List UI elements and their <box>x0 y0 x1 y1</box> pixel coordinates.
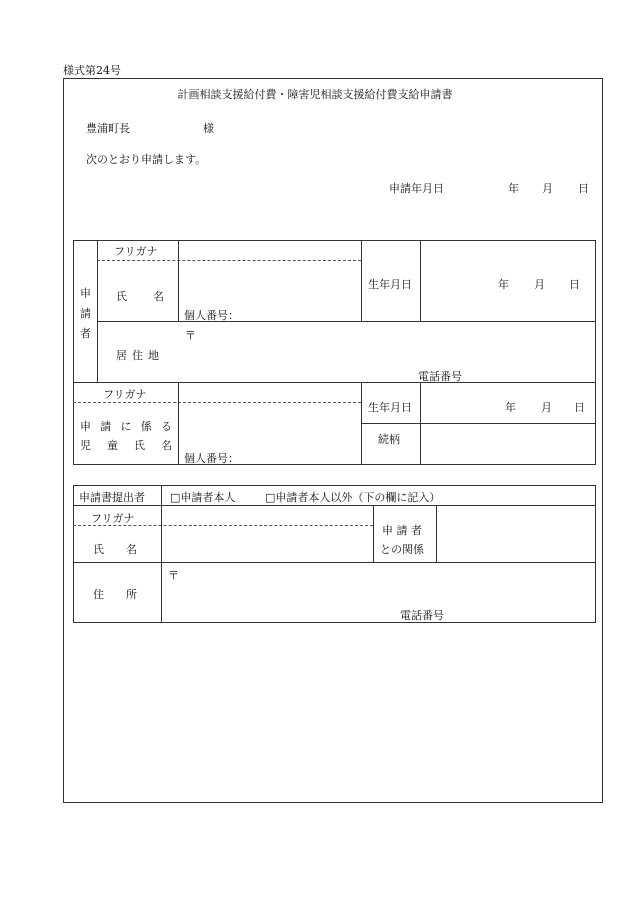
submitter-name-label: 氏 名 <box>93 543 137 556</box>
child-personal-number-label: 個人番号： <box>184 452 239 465</box>
submitter-relation-label-line2: との関係 <box>380 543 424 556</box>
child-relationship-field[interactable] <box>421 424 595 464</box>
submitter-address-label: 住 所 <box>93 588 137 601</box>
submitter-relation-field[interactable] <box>437 506 595 561</box>
applicant-birth-year[interactable]: 年 <box>498 278 509 291</box>
table-line <box>373 505 374 562</box>
child-name-label-line1: 申 請 に 係 る <box>80 420 172 433</box>
submitter-furigana-label: フリガナ <box>91 512 135 525</box>
table-dashed-line <box>97 260 361 261</box>
applicant-furigana-label: フリガナ <box>114 245 158 258</box>
applicant-personal-number-label: 個人番号： <box>184 309 239 322</box>
applicant-residence-label: 居住地 <box>116 349 164 362</box>
applicant-name-label: 氏 名 <box>116 290 164 303</box>
submitter-header-label: 申請書提出者 <box>79 491 145 504</box>
child-name-field[interactable] <box>179 404 360 446</box>
applicant-furigana-field[interactable] <box>179 241 360 259</box>
applicant-address-field[interactable] <box>200 325 590 363</box>
application-date-year[interactable]: 年 <box>508 182 519 195</box>
applicant-birth-month[interactable]: 月 <box>534 278 545 291</box>
intro-text: 次のとおり申請します。 <box>86 153 207 166</box>
form-title: 計画相談支援給付費・障害児相談支援給付費支給申請書 <box>177 88 453 101</box>
child-furigana-label: フリガナ <box>103 388 147 401</box>
applicant-section-label: 申 請 者 <box>80 287 91 340</box>
applicant-birth-day[interactable]: 日 <box>569 278 580 291</box>
table-line <box>97 240 98 382</box>
applicant-phone-label: 電話番号 <box>418 370 462 383</box>
submitter-option-self[interactable]: □申請者本人 <box>170 491 236 504</box>
table-line <box>97 321 596 322</box>
table-line <box>73 382 596 383</box>
submitter-phone-label: 電話番号 <box>400 609 444 622</box>
form-number: 様式第24号 <box>63 64 121 77</box>
application-date-label: 申請年月日 <box>389 182 444 195</box>
child-birth-day[interactable]: 日 <box>574 401 585 414</box>
application-date-month[interactable]: 月 <box>542 182 553 195</box>
applicant-name-field[interactable] <box>179 262 360 302</box>
child-birth-month[interactable]: 月 <box>541 401 552 414</box>
table-line <box>361 382 362 465</box>
table-line <box>420 240 421 322</box>
applicant-birthdate-label: 生年月日 <box>368 278 412 291</box>
child-name-label-line2: 児 童 氏 名 <box>80 439 172 452</box>
child-relationship-label: 続柄 <box>378 433 400 446</box>
addressee-name: 豊浦町長 <box>86 122 130 135</box>
table-line <box>73 562 596 563</box>
application-date-day[interactable]: 日 <box>578 182 589 195</box>
addressee-honorific: 様 <box>203 122 214 135</box>
table-dashed-line <box>73 402 361 403</box>
submitter-relation-label-line1: 申 請 者 <box>382 524 422 537</box>
child-birth-year[interactable]: 年 <box>505 401 516 414</box>
submitter-name-field[interactable] <box>162 527 372 561</box>
submitter-furigana-field[interactable] <box>162 507 372 524</box>
child-birthdate-label: 生年月日 <box>368 401 412 414</box>
submitter-address-field[interactable] <box>182 565 592 601</box>
child-furigana-field[interactable] <box>179 384 360 401</box>
submitter-postal-mark: 〒 <box>168 569 179 582</box>
table-line <box>361 240 362 322</box>
applicant-postal-mark: 〒 <box>185 329 196 342</box>
submitter-option-other[interactable]: □申請者本人以外（下の欄に記入） <box>265 491 441 504</box>
